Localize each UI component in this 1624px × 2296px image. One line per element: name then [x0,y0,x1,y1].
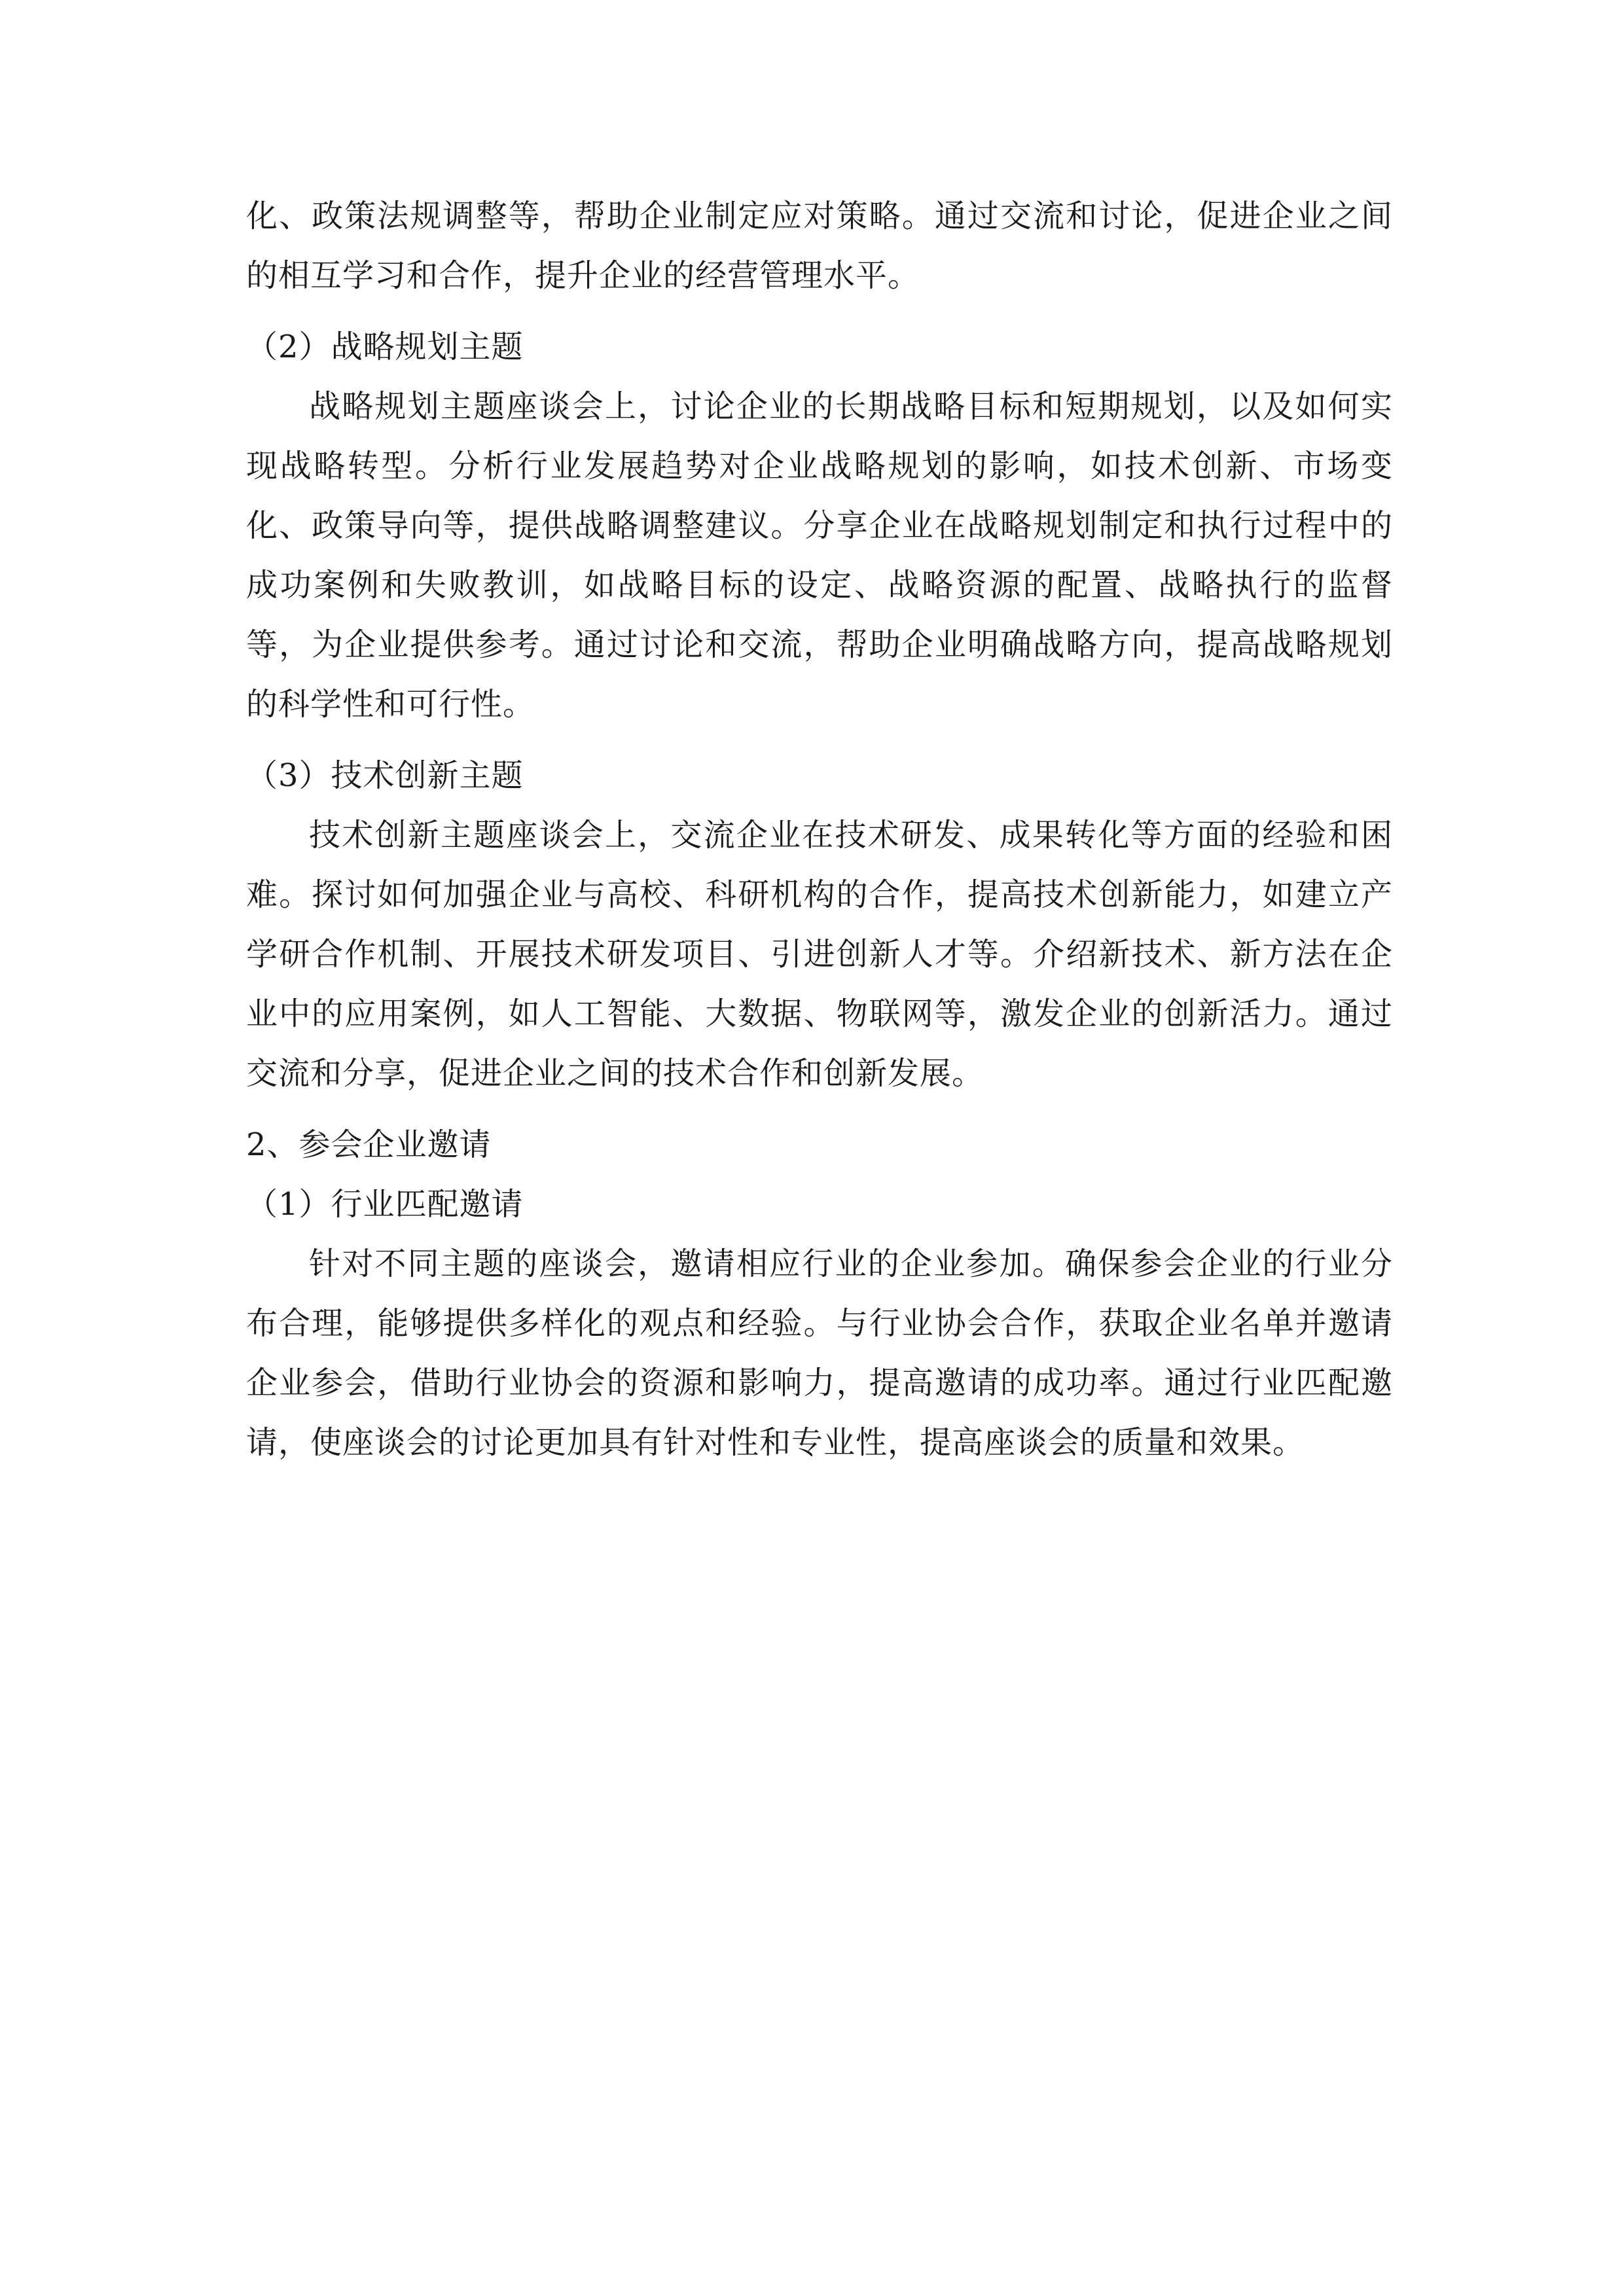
paragraph-strategy-planning: 战略规划主题座谈会上，讨论企业的长期战略目标和短期规划，以及如何实现战略转型。分析行业发展趋势对企业战略规划的影响，如技术创新、市场变化、政策导向等，提供战略调整建议。分享企业在战略规划制定和执行过程中的成功案例和失败教训，如战略目标的设定、战略资源的配置、战略执行的监督等，为企业提供参考。通过讨论和交流，帮助企业明确战略方向，提高战略规划的科学性和可行性。 [246,388,1393,723]
heading-industry-match: （1）行业匹配邀请 [246,1186,524,1223]
paragraph-intro-continuation: 化、政策法规调整等，帮助企业制定应对策略。通过交流和讨论，促进企业之间的相互学习和合作，提升企业的经营管理水平。 [246,198,1393,294]
document-body [246,187,1393,1473]
paragraph-industry-match: 针对不同主题的座谈会，邀请相应行业的企业参加。确保参会企业的行业分布合理，能够提供多样化的观点和经验。与行业协会合作，获取企业名单并邀请企业参会，借助行业协会的资源和影响力，提高邀请的成功率。通过行业匹配邀请，使座谈会的讨论更加具有针对性和专业性，提高座谈会的质量和效果。 [246,1246,1393,1461]
heading-strategy-planning: （2）战略规划主题 [246,329,524,365]
heading-enterprise-invitation: 2、参会企业邀请 [246,1126,492,1163]
paragraph-tech-innovation: 技术创新主题座谈会上，交流企业在技术研发、成果转化等方面的经验和困难。探讨如何加强企业与高校、科研机构的合作，提高技术创新能力，如建立产学研合作机制、开展技术研发项目、引进创新人才等。介绍新技术、新方法在企业中的应用案例，如人工智能、大数据、物联网等，激发企业的创新活力。通过交流和分享，促进企业之间的技术合作和创新发展。 [246,817,1393,1092]
heading-tech-innovation: （3）技术创新主题 [246,757,524,794]
